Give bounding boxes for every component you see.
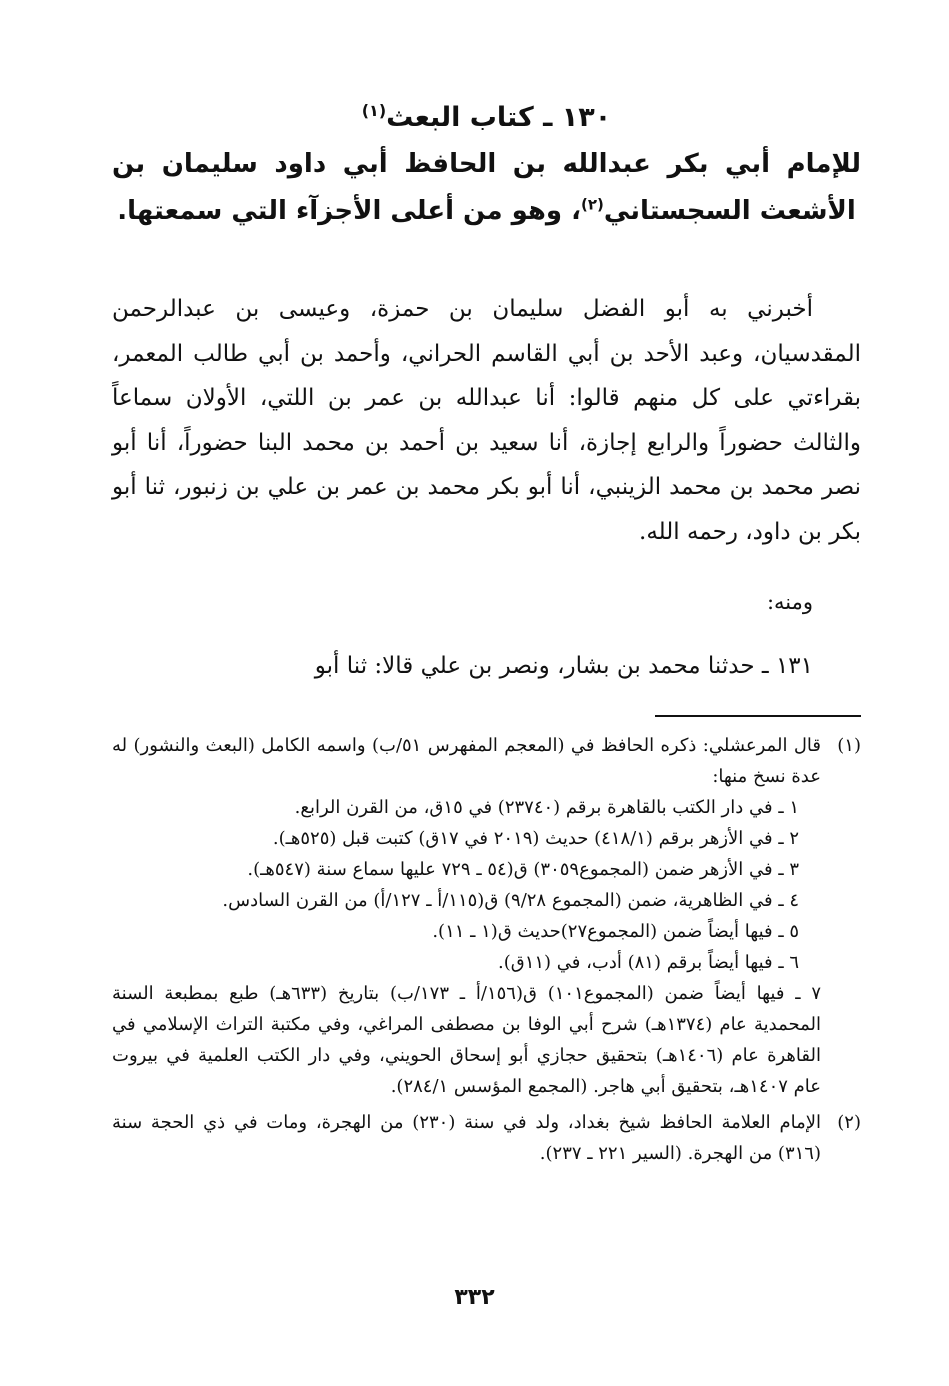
footnote-1-item: ٥ ـ فيها أيضاً ضمن (المجموع٢٧)حديث ق(١ ـ ١١). <box>432 921 799 942</box>
footnote-1-item: ٧ ـ فيها أيضاً ضمن (المجموع١٠١) ق(١٥٦/أ ـ ١٧٣/ب) بتاريخ (٦٣٣هـ) طبع بمطبعة السنة المحمدية عام (١٣٧٤هـ) شرح أبي الوفا بن مصطفى المراغي، وفي مكتبة التراث الإسلامي في القاهرة عام (١٤٠٦هـ) بتحقيق حجازي أبو إسحاق الحويني، وفي دار الكتب العلمية في بيروت عام ١٤٠٧هـ، بتحقيق أبي هاجر. (المجمع المؤسس ٢٨٤/١). <box>112 983 822 1097</box>
footnote-1-item: ٣ ـ في الأزهر ضمن (المجموع٣٠٥٩) ق(٥٤ ـ ٧٢٩ عليها سماع سنة (٥٤٧هـ). <box>247 859 799 880</box>
footnote-1-number: (١) <box>837 735 861 756</box>
subtitle-line-1: للإمام أبي بكر عبدالله بن الحافظ أبي داود سليمان بن الأشعث <box>112 149 861 226</box>
footnote-1-intro: قال المرعشلي: ذكره الحافظ في (المعجم المفهرس ٥١/ب) واسمه الكامل (البعث والنشور) له عدة نسخ منها: <box>112 735 821 787</box>
footnote-1 <box>112 730 861 1102</box>
main-text-block <box>112 95 861 711</box>
minhu-label: ومنه: <box>766 590 813 614</box>
footnotes-section <box>112 730 861 1174</box>
subtitle-line-2-start: السجستاني <box>603 196 751 226</box>
footnote-2-number: (٢) <box>837 1112 861 1133</box>
footnote-ref-2[interactable]: (٢) <box>581 195 604 214</box>
subtitle-line-2-end: ، وهو من أعلى الأجزآء التي سمعتها. <box>117 196 582 226</box>
hadith-131: ١٣١ ـ حدثنا محمد بن بشار، ونصر بن علي قالا: ثنا أبو <box>314 653 813 679</box>
footnote-2-text: الإمام العلامة الحافظ شيخ بغداد، ولد في سنة (٢٣٠) من الهجرة، ومات في ذي الحجة سنة (٣١٦) من الهجرة. (السير ٢٢١ ـ ٢٣٧). <box>112 1112 821 1164</box>
chapter-subtitle <box>112 141 861 235</box>
footnote-1-item: ١ ـ في دار الكتب بالقاهرة برقم (٢٣٧٤٠) في ١٥ق، من القرن الرابع. <box>294 797 799 818</box>
chapter-title-text: ١٣٠ ـ كتاب البعث <box>386 102 612 133</box>
footnote-1-body <box>112 730 821 1102</box>
isnad-paragraph: أخبرني به أبو الفضل سليمان بن حمزة، وعيسى بن عبدالرحمن المقدسيان، وعبد الأحد بن أبي القاسم الحراني، وأحمد بن أبي طالب المعمر، بقراءتي على كل منهم قالوا: أنا عبدالله بن عمر بن اللتي، الأولان سماعاً والثالث حضوراً والرابع إجازة، أنا سعيد بن أحمد بن محمد البنا حضوراً، أنا أبو نصر محمد بن محمد الزينبي، أنا أبو بكر محمد بن عمر بن علي بن زنبور، ثنا أبو بكر بن داود، رحمه الله. <box>112 296 861 545</box>
chapter-title <box>112 95 861 141</box>
footnote-1-item: ٦ ـ فيها أيضاً برقم (٨١) أدب، في (١١ق). <box>497 952 799 973</box>
footnote-ref-1[interactable]: (١) <box>361 101 387 120</box>
footnote-1-item: ٢ ـ في الأزهر برقم (٤١٨/١) حديث (٢٠١٩ في ١٧ق) كتبت قبل (٥٢٥هـ). <box>272 828 799 849</box>
footnote-1-item: ٤ ـ في الظاهرية، ضمن (المجموع ٩/٢٨) ق(١١٥/أ ـ ١٢٧/أ) من القرن السادس. <box>222 890 799 911</box>
page-number: ٣٣٢ <box>454 1285 495 1310</box>
footnote-2-body <box>112 1107 821 1169</box>
footnote-2 <box>112 1107 861 1169</box>
footnote-separator <box>655 715 861 717</box>
